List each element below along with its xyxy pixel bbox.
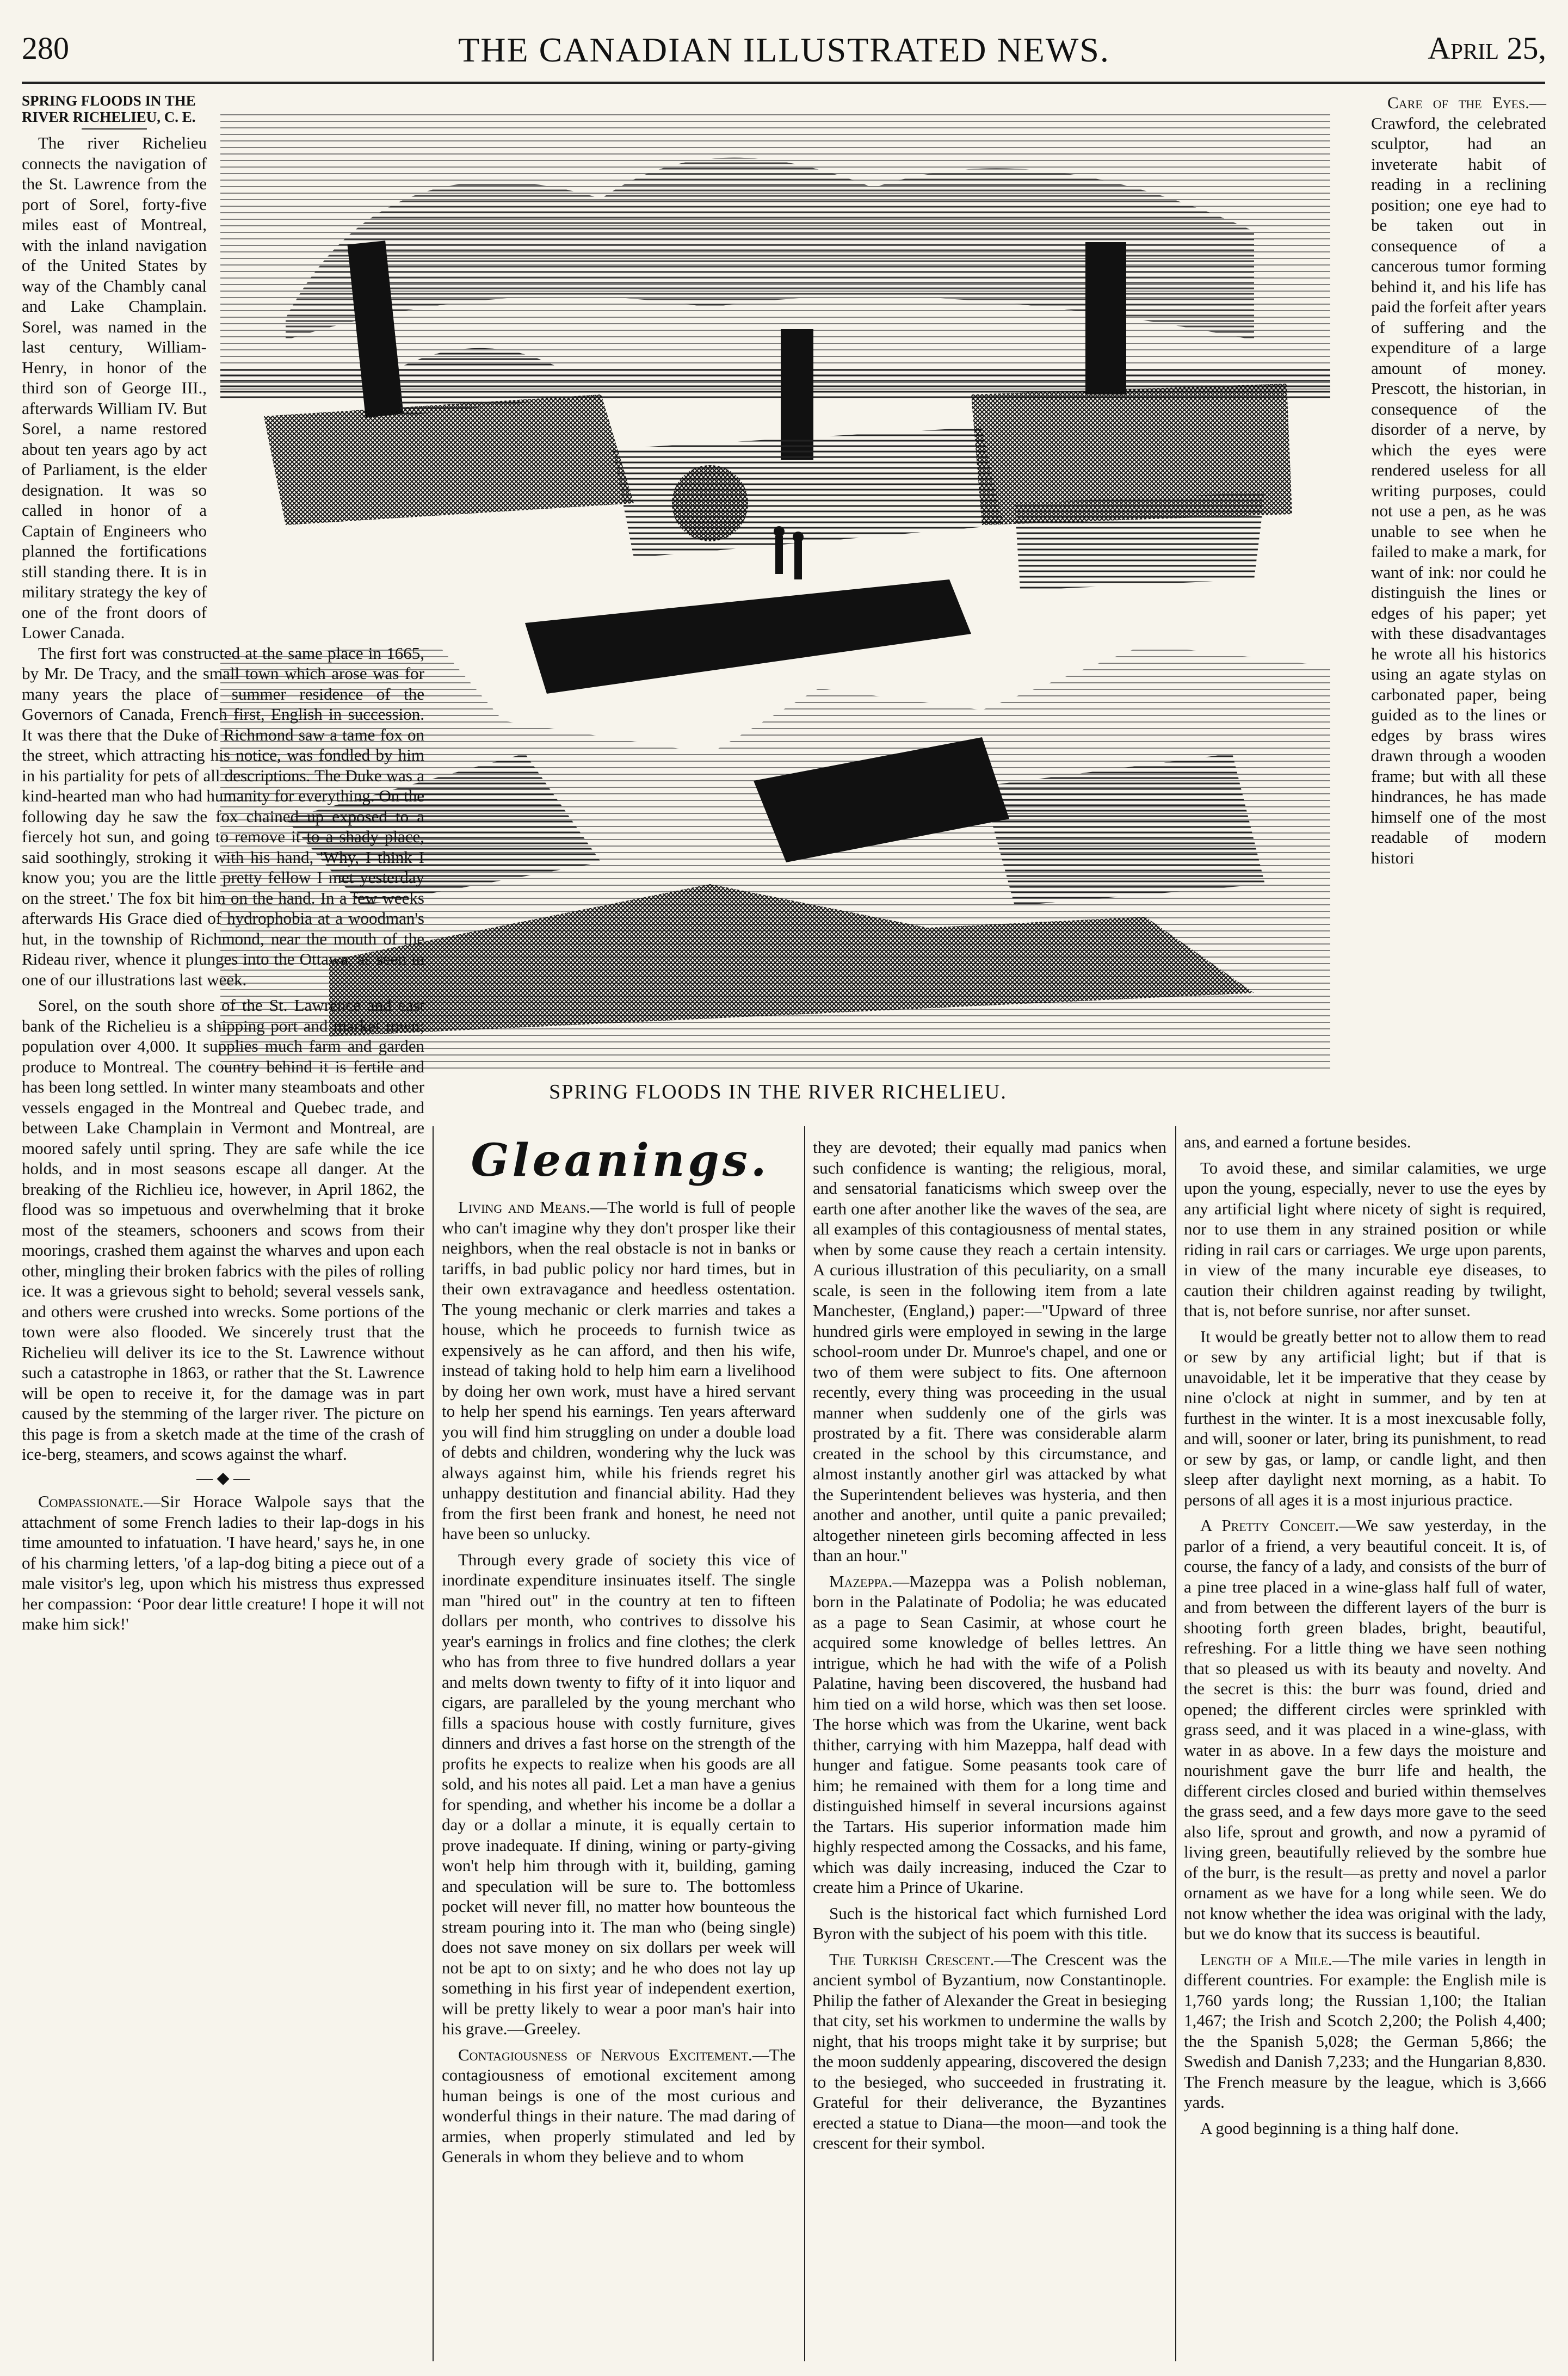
compassionate-text: —Sir Horace Walpole says that the attachment of some French ladies to their lap-dogs in his time amounted to infatuation. 'I have heard,' says he, in one of his charming letters, 'of a lap-dog biting a piece out of a male visitor's leg, upon which his mistress thus expressed her compassion: ‘Poor dear little creature! I hope it will not make him sick!': [22, 1492, 424, 1633]
spring-floods-paragraph-1: The river Richelieu connects the navigation of the St. Lawrence from the port of Sorel, forty-five miles east of Montreal, with the inland navigation of the United States by way of the Chambly canal and Lake Champlain. Sorel, was named in the last century, William-Henry, in honor of the third son of George III., afterwards William IV. But Sorel, a name restored about ten years ago by act of Parliament, is the elder designation. It was so called in honor of a Captain of Engineers who planned the fortifications still standing there. It is in military strategy the key of one of the front doors of Lower Canada.: [22, 133, 207, 642]
turkish-crescent-text: —The Crescent was the ancient symbol of Byzantium, now Constantinople. Philip the father of Alexander the Great in besieging that city, set his workmen to undermine the walls by night, that his troops might take it by surprise; but the moon suddenly appearing, discovered the design to the besieged, who succeeded in frustrating it. Grateful for their deliverance, the Byzantines erected a statue to Diana—the moon—and took the crescent for their symbol.: [813, 1949, 1167, 2152]
care-of-eyes-lead: Care of the Eyes.: [1387, 93, 1529, 112]
pretty-conceit-paragraph: [1184, 1515, 1546, 1944]
living-and-means-paragraph-2: Through every grade of society this vice of inordinate expenditure insinuates itself. The single man "hired out" in the country at ten to fifteen dollars per month, who contrives to dissolve his year's earnings in frolics and fine clothes; the clerk who has from three to five hundred dollars a year and melts down twenty to fifty of it into liquor and cigars, are paralleled by the young merchant who fills a spacious house with costly furniture, gives dinners and drives a fast horse on the strength of the profits he expects to realize when his goods are all sold, and his notes all paid. Let a man have a genius for spending, and whether his income be a dollar a day or a dollar a minute, it is equally certain to prove inadequate. If dining, wining or party-giving won't help him through with it, building, gaming and speculation will be sure to. The bottomless pocket will never fill, no matter how bounteous the stream pouring into it. The man who (being single) does not save money on six dollars per week will not be apt to on sixty; and he who does not lay up something in his first year of independent exertion, will be pretty likely to wear a poor man's hair into his grave.—Greeley.: [442, 1550, 795, 2038]
header-rule: [22, 82, 1545, 84]
compassionate-paragraph: [22, 1491, 424, 1634]
care-of-eyes-continued: ans, and earned a fortune besides.: [1184, 1132, 1411, 1151]
length-of-mile-paragraph: [1184, 1949, 1546, 2113]
publication-title: THE CANADIAN ILLUSTRATED NEWS.: [458, 30, 1110, 69]
mazeppa-paragraph-2: Such is the historical fact which furnished Lord Byron with the subject of his poem with this title.: [813, 1903, 1166, 1943]
column-rule-2: [804, 1126, 805, 2361]
care-of-eyes-paragraph-2: To avoid these, and similar calamities, we urge upon the young, especially, never to use the eyes by any artificial light where nicety of sight is required, nor to use them in any strained position or while riding in rail cars or carriages. We urge upon parents, in view of the many incurable eye diseases, to caution their children against reading by twilight, that is, not before sunrise, nor after sunset.: [1184, 1158, 1546, 1320]
length-of-mile-text: —The mile varies in length in different countries. For example: the English mile is 1,760 yards long; the Russian 1,100; the Italian 1,467; the Irish and Scotch 2,200; the Polish 4,400; the the Spanish 5,028; the German 5,866; the Swedish and Danish 7,233; and the Hungarian 8,830. The French measure by the league, which is 3,666 yards.: [1184, 1949, 1546, 2112]
care-of-eyes-paragraph: [1371, 92, 1546, 868]
scow-wreck: [525, 579, 971, 694]
length-of-mile-lead: Length of a Mile.: [1200, 1949, 1332, 1969]
care-of-eyes-text: —Crawford, the celebrated sculptor, had an inveterate habit of reading in a reclining position; one eye had to be taken out in consequence of a cancerous tumor forming behind it, and his life has paid the forfeit after years of suffering and the expenditure of a large amount of money. Prescott, the historian, in consequence of the disorder of a nerve, by which the eyes were rendered useless for all writing purposes, could not use a pen, as he was unable to see when he failed to make a mark, for want of ink: nor could he distinguish the lines or edges of his paper; yet with these disadvantages he wrote all his historics using an agate stylas on carbonated paper, being guided as to the lines or edges by brass wires drawn through a wooden frame; but with all these hindrances, he has made himself one of the most readable of modern histori: [1371, 93, 1546, 867]
turkish-crescent-paragraph: [813, 1949, 1166, 2153]
contagiousness-continued: they are devoted; their equally mad panics when such confidence is wanting; the religious, moral, and sensatorial fanaticisms which sweep over the earth one after another like the waves of the sea, are all examples of this contagiousness of mental states, when by some cause they reach a certain intensity. A curious illustration of this peculiarity, on a small scale, is seen in the following item from a late Manchester, (England,) paper:—"Upward of three hundred girls were employed in sewing in the large school-room under Dr. Munroe's chapel, and one or two of them were subject to fits. One afternoon recently, every thing was proceeding in the usual manner when suddenly one of the girls was prostrated by a fit. There was considerable alarm created in the school by this circumstance, and almost instantly another girl was attacked by what the Superintendent believes was hysteria, and then another and another, until quite a panic prevailed; altogether nineteen girls becoming affected in less than an hour.": [813, 1138, 1166, 1565]
column-4-top: [1371, 92, 1546, 1126]
contagiousness-text: —The contagiousness of emotional excitement among human beings is one of the most curious and wonderful things in their nature. The mad daring of armies, when properly stimulated and led by Generals in whom they believe and to whom: [442, 2045, 795, 2166]
turkish-crescent-lead: The Turkish Crescent.: [829, 1949, 995, 1969]
compassionate-lead: Compassionate.: [38, 1492, 144, 1511]
living-and-means-lead: Living and Means.: [458, 1198, 590, 1217]
article-heading-spring-floods: SPRING FLOODS IN THE RIVER RICHELIEU, C. E.: [22, 92, 196, 125]
mazeppa-text: —Mazeppa was a Polish nobleman, born in the Palatinate of Podolia; he was educated as a page to Sean Casimir, at whose court he acquired some knowledge of belles lettres. An intrigue, which he had with the wife of a Polish Palatine, having been discovered, the husband had him tied on a wild horse, which was then set loose. The horse which was from the Ukarine, went back thither, carrying with him Mazeppa, half dead with hunger and fatigue. Some peasants took care of him; he remained with them for a long time and distinguished himself in several incursions against the Tartars. His superior information made him highly respected among the Cossacks, and his fame, which was daily increasing, induced the Czar to create him a Prince of Ukarine.: [813, 1571, 1166, 1897]
spring-floods-paragraph-2: The first fort was constructed at the same place in 1665, by Mr. De Tracy, and the small town which arose was for many years the place of summer residence of the Governors of Canada, French first, English in succession. It was there that the Duke of Richmond saw a tame fox on the street, which attracting his notice, was fondled by him in his partiality for pets of all descriptions. The Duke was a kind-hearted man who had humanity for everything. On the following day he saw the fox chained up exposed to a fiercely hot sun, and going to remove it to a shady place, said soothingly, stroking it with his hand, 'Why, I think I know you; you are the little pretty fellow I met yesterday on the street.' The fox bit him on the hand. In a few weeks afterwards His Grace died of hydrophobia at a woodman's hut, in the township of Richmond, near the mouth of the Rideau river, whence it plunges into the Ottawa, as seen in one of our illustrations last week.: [22, 643, 424, 989]
living-and-means-paragraph: [442, 1197, 795, 1544]
pretty-conceit-lead: A Pretty Conceit.: [1200, 1516, 1339, 1535]
column-2: [442, 1197, 795, 2361]
mazeppa-paragraph: [813, 1571, 1166, 1898]
living-and-means-text: —The world is full of people who can't imagine why they don't prosper like their neighbors, when the real obstacle is not in banks or tariffs, in bad public policy nor hard times, but in their own extravagance and heedless ostentation. The young mechanic or clerk marries and takes a house, which he proceeds to furnish twice as expensively as he can afford, and then his wife, instead of taking hold to help him earn a livelihood by doing her own work, must have a hired servant to help her spend his earnings. Ten years afterward you will find him struggling on under a double load of debts and children, wondering why the luck was always against him, while his friends regret his unhappy destitution and financial ability. Had they from the first been frank and honest, he need not have been so unlucky.: [442, 1198, 795, 1543]
care-of-eyes-paragraph-3: It would be greatly better not to allow them to read or sew by any artificial light; but if that is unavoidable, let it be imperative that they cease by nine o'clock at night in summer, and by ten at furthest in the winter. It is a most inexcusable folly, and will, sooner or later, bring its punishment, to read or sew by gas, or lamp, or candle light, and then sleep after daylight next morning, as a habit. To persons of all ages it is a most injurious practice.: [1184, 1326, 1546, 1509]
pretty-conceit-text: —We saw yesterday, in the parlor of a friend, a very beautiful conceit. It is, of course, the fancy of a lady, and consists of the burr of a pine tree placed in a wine-glass half full of water, and from between the different layers of the burr is shooting forth green blades, bright, beautiful, refreshing. For a little thing we have seen nothing that so pleased us with its beauty and novelty. And the secret is this: the burr was found, dried and opened; the different circles were sprinkled with grass seed, and it was placed in a wine-glass, with water in as above. In a few days the moisture and nourishment gave the burr life and health, the different circles closed and buried within themselves the grass seed, and a few days more gave to the seed also life, sprout and growth, and now a pyramid of living green, beautifully relieved by the sombre hue of the burr, is the result—as pretty and novel a parlor ornament as we have for a long while seen. We do not know whether the idea was original with the lady, but we do know that its success is beautiful.: [1184, 1516, 1547, 1943]
section-title-gleanings: Gleanings.: [471, 1134, 770, 1187]
mazeppa-lead: Mazeppa.: [829, 1571, 893, 1591]
column-rule-3: [1175, 1126, 1176, 2361]
column-3: [813, 1137, 1166, 2361]
issue-date: April 25,: [1428, 30, 1546, 66]
illustration-caption: SPRING FLOODS IN THE RIVER RICHELIEU.: [549, 1081, 1007, 1103]
column-4: [1184, 1132, 1546, 2361]
column-rule-1: [433, 1126, 434, 2361]
section-divider: — ◆ —: [196, 1468, 250, 1487]
page-number: 280: [22, 30, 69, 66]
contagiousness-paragraph: [442, 2045, 795, 2167]
column-1: [22, 92, 424, 2356]
good-beginning-paragraph: A good beginning is a thing half done.: [1200, 2118, 1459, 2138]
spring-floods-paragraph-3: Sorel, on the south shore of the St. Lawrence and east bank of the Richelieu is a shipping port and market town; population over 4,000. It supplies much farm and garden produce to Montreal. The country behind it is fertile and has been long settled. In winter many steamboats and other vessels engaged in the Montreal and Quebec trade, and between Lake Champlain in Vermont and Montreal, are moored safely until spring. They are safe while the ice holds, and in most seasons escape all danger. At the breaking of the Richlieu ice, however, in April 1862, the flood was so impetuous and overwhelming that it broke most of the steamers, schooners and scows from their moorings, crashed them against the wharves and upon each other, mingling their broken fabrics with the piles of rolling ice. It was a grievous sight to behold; several vessels sank, and others were crushed into wrecks. Some portions of the town were also flooded. We sincerely trust that the Richelieu will deliver its ice to the St. Lawrence without such a catastrophe in 1863, or rather that the St. Lawrence will be open to receive it, for the damage was in part caused by the stemming of the larger river. The picture on this page is from a sketch made at the time of the crash of ice-berg, steamers, and scows against the wharf.: [22, 996, 424, 1464]
contagiousness-lead: Contagiousness of Nervous Excitement.: [458, 2045, 752, 2064]
